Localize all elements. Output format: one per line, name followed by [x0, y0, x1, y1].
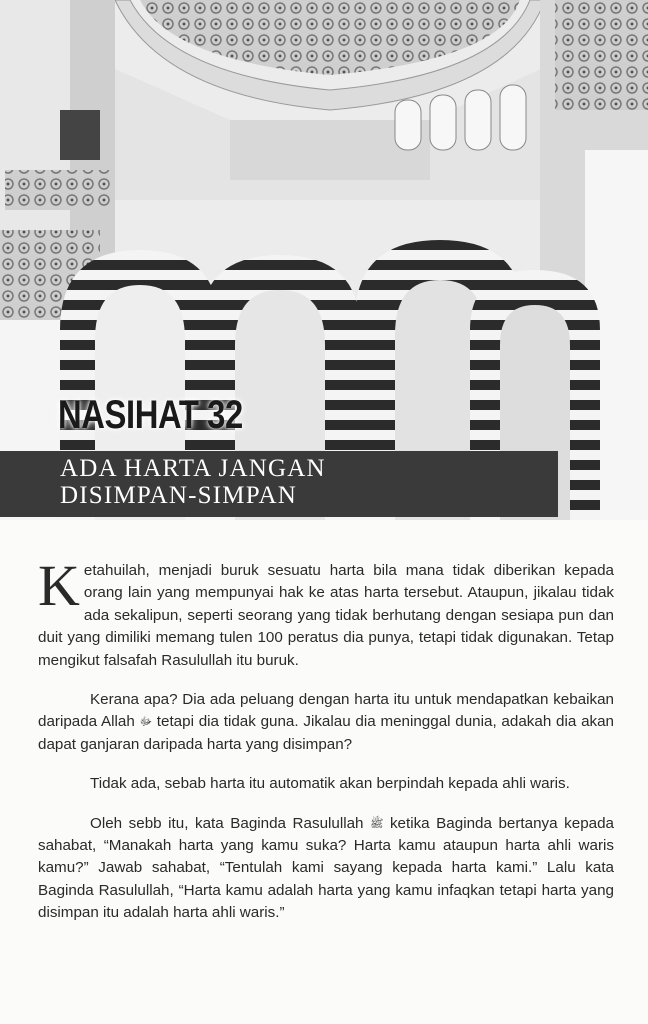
paragraph-4	[38, 813, 614, 925]
chapter-title-bar	[0, 451, 558, 517]
chapter-title-line-1: ADA HARTA JANGAN	[60, 455, 326, 482]
paragraph-4-text-b: ketika Baginda bertanya kepada sahabat, “Manakah harta yang kamu suka? Harta kamu ataupun harta ahli waris kamu?” Jawab sahabat, “Tentulah kami sayang kepada harta kami.” Lalu kata Baginda Rasulullah, “Harta kamu adalah harta yang kamu infaqkan tetapi harta yang disimpan itu adalah harta ahli waris.”	[38, 814, 614, 922]
paragraph-4-text-a: Oleh sebb itu, kata Baginda Rasulullah	[90, 814, 364, 832]
paragraph-1	[38, 553, 614, 672]
paragraph-2	[38, 689, 614, 756]
honorific-allah: ﷻ	[139, 716, 153, 729]
paragraph-2-text-b: tetapi dia tidak guna. Jikalau dia meninggal dunia, adakah dia akan dapat ganjaran daripada harta yang disimpan?	[38, 713, 614, 753]
body-text	[38, 553, 614, 942]
paragraph-3: Tidak ada, sebab harta itu automatik akan berpindah kepada ahli waris.	[90, 775, 570, 793]
drop-cap: K	[38, 553, 80, 618]
honorific-rasul: ﷺ	[370, 817, 384, 830]
chapter-number: NASIHAT 32	[58, 393, 243, 437]
paragraph-1-text: etahuilah, menjadi buruk sesuatu harta bila mana tidak diberikan kepada orang lain yang mempunyai hak ke atas harta tersebut. Ataupun, jikalau tidak ada sekalipun, seperti seorang yang tidak berhutang dengan sesiapa pun dan duit yang dimiliki memang tulen 100 peratus dia punya, tetapi tidak digunakan. Tetap mengikut falsafah Rasulullah itu buruk.	[38, 562, 614, 669]
paragraph-2-text-a: Kerana apa? Dia ada peluang dengan harta itu untuk mendapatkan kebaikan daripada Allah	[38, 691, 614, 731]
chapter-title-line-2: DISIMPAN-SIMPAN	[60, 482, 298, 509]
